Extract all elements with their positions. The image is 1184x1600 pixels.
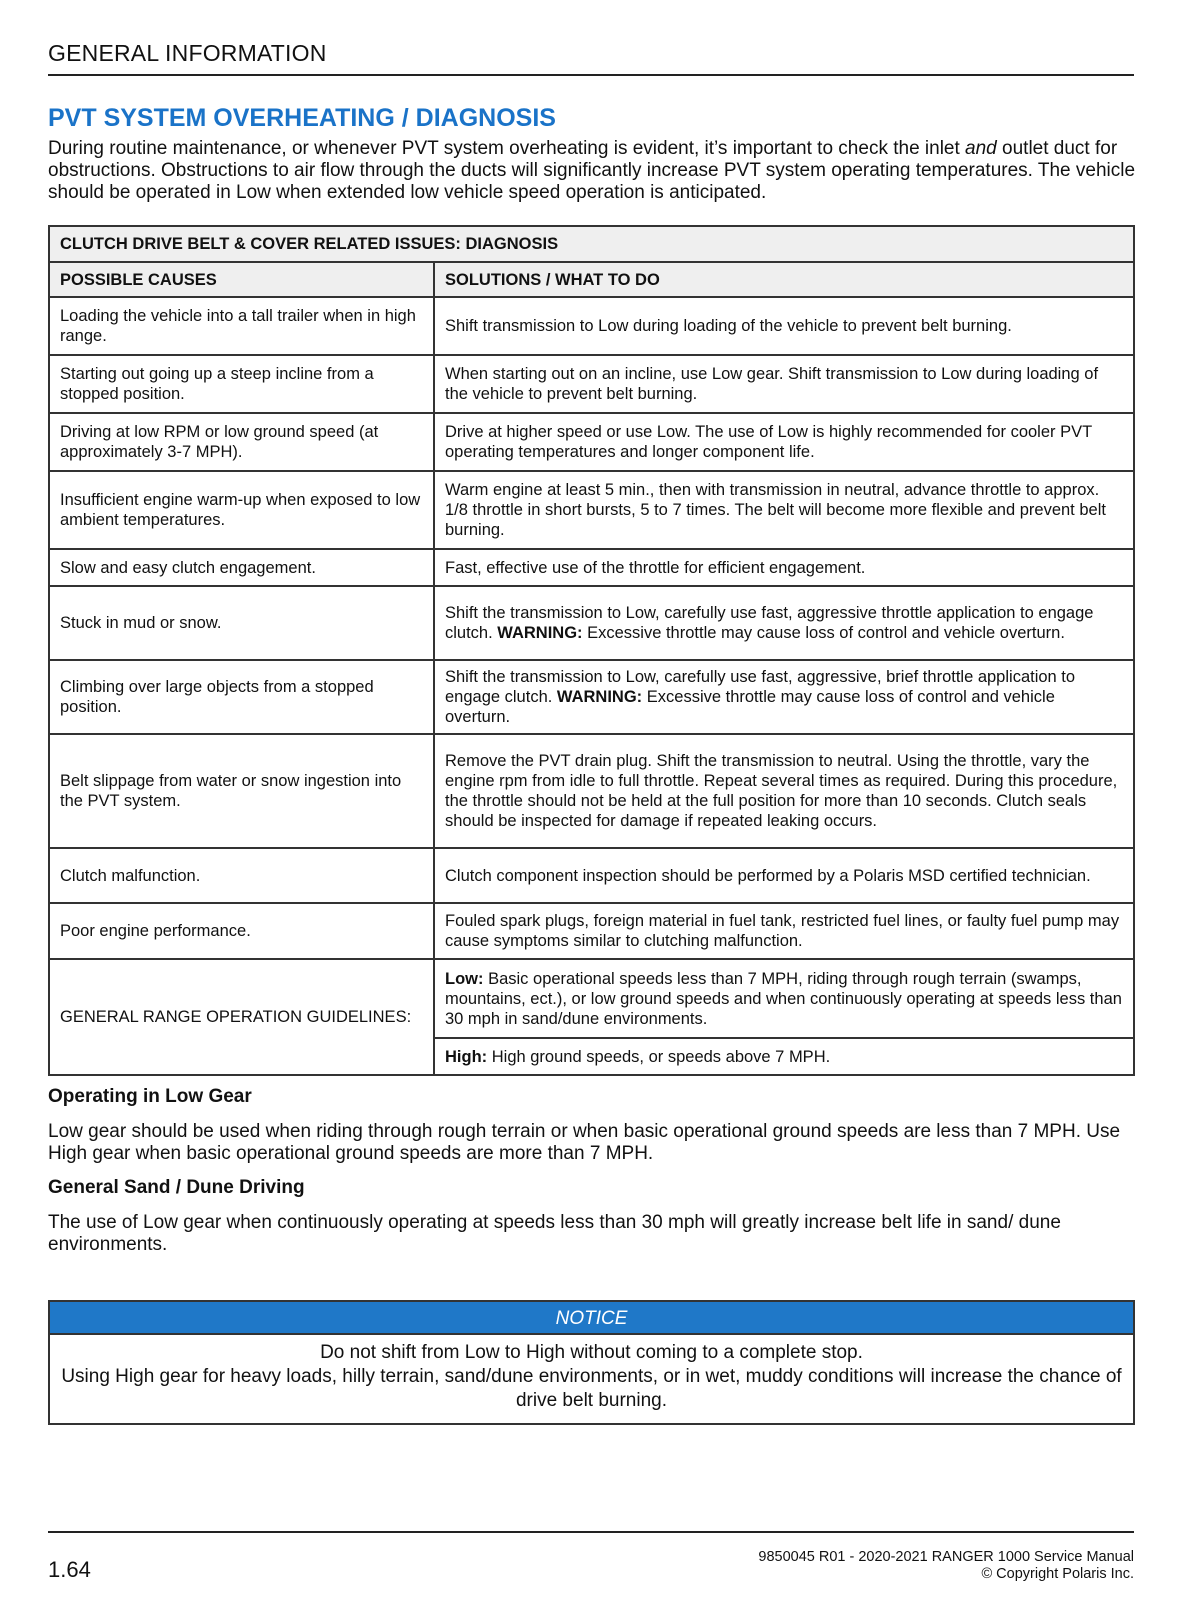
cause-cell: Stuck in mud or snow. [49,586,434,660]
notice-label: NOTICE [50,1302,1133,1335]
intro-paragraph [48,138,1138,204]
warning-label: WARNING: [497,624,583,642]
low-gear-paragraph: Low gear should be used when riding through rough terrain or when basic operational ground speeds are less than 7 MPH. Use High gear when basic operational ground speeds are more than 7 MPH. [48,1121,1121,1164]
solution-cell: Fast, effective use of the throttle for efficient engagement. [434,549,1134,586]
table-row [49,297,1134,355]
high-label: High: [445,1047,488,1066]
range-low-cell [434,959,1134,1038]
warning-label: WARNING: [556,688,643,706]
page-number: 1.64 [48,1557,91,1582]
table-title: CLUTCH DRIVE BELT & COVER RELATED ISSUES: DIAGNOSIS [49,226,1134,262]
intro-text-1: During routine maintenance, or whenever PVT system overheating is evident, it’s important to check the inlet [48,138,966,159]
solution-text: Shift the transmission to Low, carefully use fast, aggressive, brief throttle application to engage clutch. [445,668,1076,706]
table-row [49,413,1134,471]
low-label: Low: [445,969,484,988]
solution-cell: Remove the PVT drain plug. Shift the transmission to neutral. Using the throttle, vary the engine rpm from idle to full throttle. Repeat several times as required. During this procedure, the throttle should not be held at the full position for more than 10 seconds. Clutch seals should be inspected for damage if repeated leaking occurs. [434,734,1134,848]
notice-box [48,1300,1135,1425]
solution-cell: When starting out on an incline, use Low gear. Shift transmission to Low during loading of the vehicle to prevent belt burning. [434,355,1134,413]
table-row-range-low [49,959,1134,1038]
cause-cell: Slow and easy clutch engagement. [49,549,434,586]
notice-line: Do not shift from Low to High without coming to a complete stop. [320,1342,863,1363]
manual-title: 9850045 R01 - 2020-2021 RANGER 1000 Service Manual [758,1549,1134,1565]
header-divider [48,74,1134,76]
intro-text-2: outlet duct for obstructions. Obstructions to air flow through the ducts will significantly increase PVT system operating temperatures. The vehicle should be operated in Low when extended low vehicle speed operation is anticipated. [48,138,1136,203]
page-header-title: GENERAL INFORMATION [48,40,327,66]
table-title-row [49,226,1134,262]
footer-divider [48,1531,1134,1533]
table-row [49,734,1134,848]
solution-cell: Shift transmission to Low during loading of the vehicle to prevent belt burning. [434,297,1134,355]
high-text: High ground speeds, or speeds above 7 MPH. [487,1047,831,1066]
table-row [49,549,1134,586]
solution-text: Shift the transmission to Low, carefully use fast, aggressive throttle application to engage clutch. [445,604,1094,642]
solution-cell: Fouled spark plugs, foreign material in fuel tank, restricted fuel lines, or faulty fuel pump may cause symptoms similar to clutching malfunction. [434,903,1134,959]
sand-dune-paragraph: The use of Low gear when continuously operating at speeds less than 30 mph will greatly increase belt life in sand/ dune environments. [48,1212,1061,1255]
footer-info [758,1549,1134,1583]
table-row [49,660,1134,734]
notice-body [50,1335,1133,1423]
solution-text: Excessive throttle may cause loss of control and vehicle overturn. [582,624,1065,642]
cause-cell: Starting out going up a steep incline from a stopped position. [49,355,434,413]
section-title: PVT SYSTEM OVERHEATING / DIAGNOSIS [48,104,556,132]
solution-cell [434,660,1134,734]
table-row [49,355,1134,413]
intro-emphasis: and [965,138,997,159]
table-row [49,903,1134,959]
cause-cell: Poor engine performance. [49,903,434,959]
cause-cell: Driving at low RPM or low ground speed (at approximately 3-7 MPH). [49,413,434,471]
solution-cell [434,586,1134,660]
notice-line: Using High gear for heavy loads, hilly terrain, sand/dune environments, or in wet, muddy conditions will increase the chance of drive belt burning. [61,1366,1122,1411]
cause-cell: Belt slippage from water or snow ingestion into the PVT system. [49,734,434,848]
range-guidelines-cell: GENERAL RANGE OPERATION GUIDELINES: [49,959,434,1075]
table-row [49,471,1134,549]
cause-cell: Clutch malfunction. [49,848,434,903]
solution-cell: Clutch component inspection should be performed by a Polaris MSD certified technician. [434,848,1134,903]
column-header-causes: POSSIBLE CAUSES [49,262,434,297]
column-header-solutions: SOLUTIONS / WHAT TO DO [434,262,1134,297]
low-gear-heading: Operating in Low Gear [48,1086,252,1107]
cause-cell: Climbing over large objects from a stopped position. [49,660,434,734]
solution-text: Excessive throttle may cause loss of control and vehicle overturn. [445,688,1055,726]
table-row [49,848,1134,903]
solution-cell: Drive at higher speed or use Low. The use of Low is highly recommended for cooler PVT operating temperatures and longer component life. [434,413,1134,471]
low-text: Basic operational speeds less than 7 MPH, riding through rough terrain (swamps, mountains, ect.), or low ground speeds and when continuously operating at speeds less than 30 mph in sand/dune environments. [445,969,1122,1028]
range-high-cell [434,1038,1134,1075]
copyright: © Copyright Polaris Inc. [981,1566,1134,1582]
sand-dune-heading: General Sand / Dune Driving [48,1177,305,1198]
table-header-row [49,262,1134,297]
table-row [49,586,1134,660]
diagnosis-table [48,225,1135,1076]
cause-cell: Loading the vehicle into a tall trailer when in high range. [49,297,434,355]
cause-cell: Insufficient engine warm-up when exposed to low ambient temperatures. [49,471,434,549]
solution-cell: Warm engine at least 5 min., then with transmission in neutral, advance throttle to approx. 1/8 throttle in short bursts, 5 to 7 times. The belt will become more flexible and prevent belt burning. [434,471,1134,549]
